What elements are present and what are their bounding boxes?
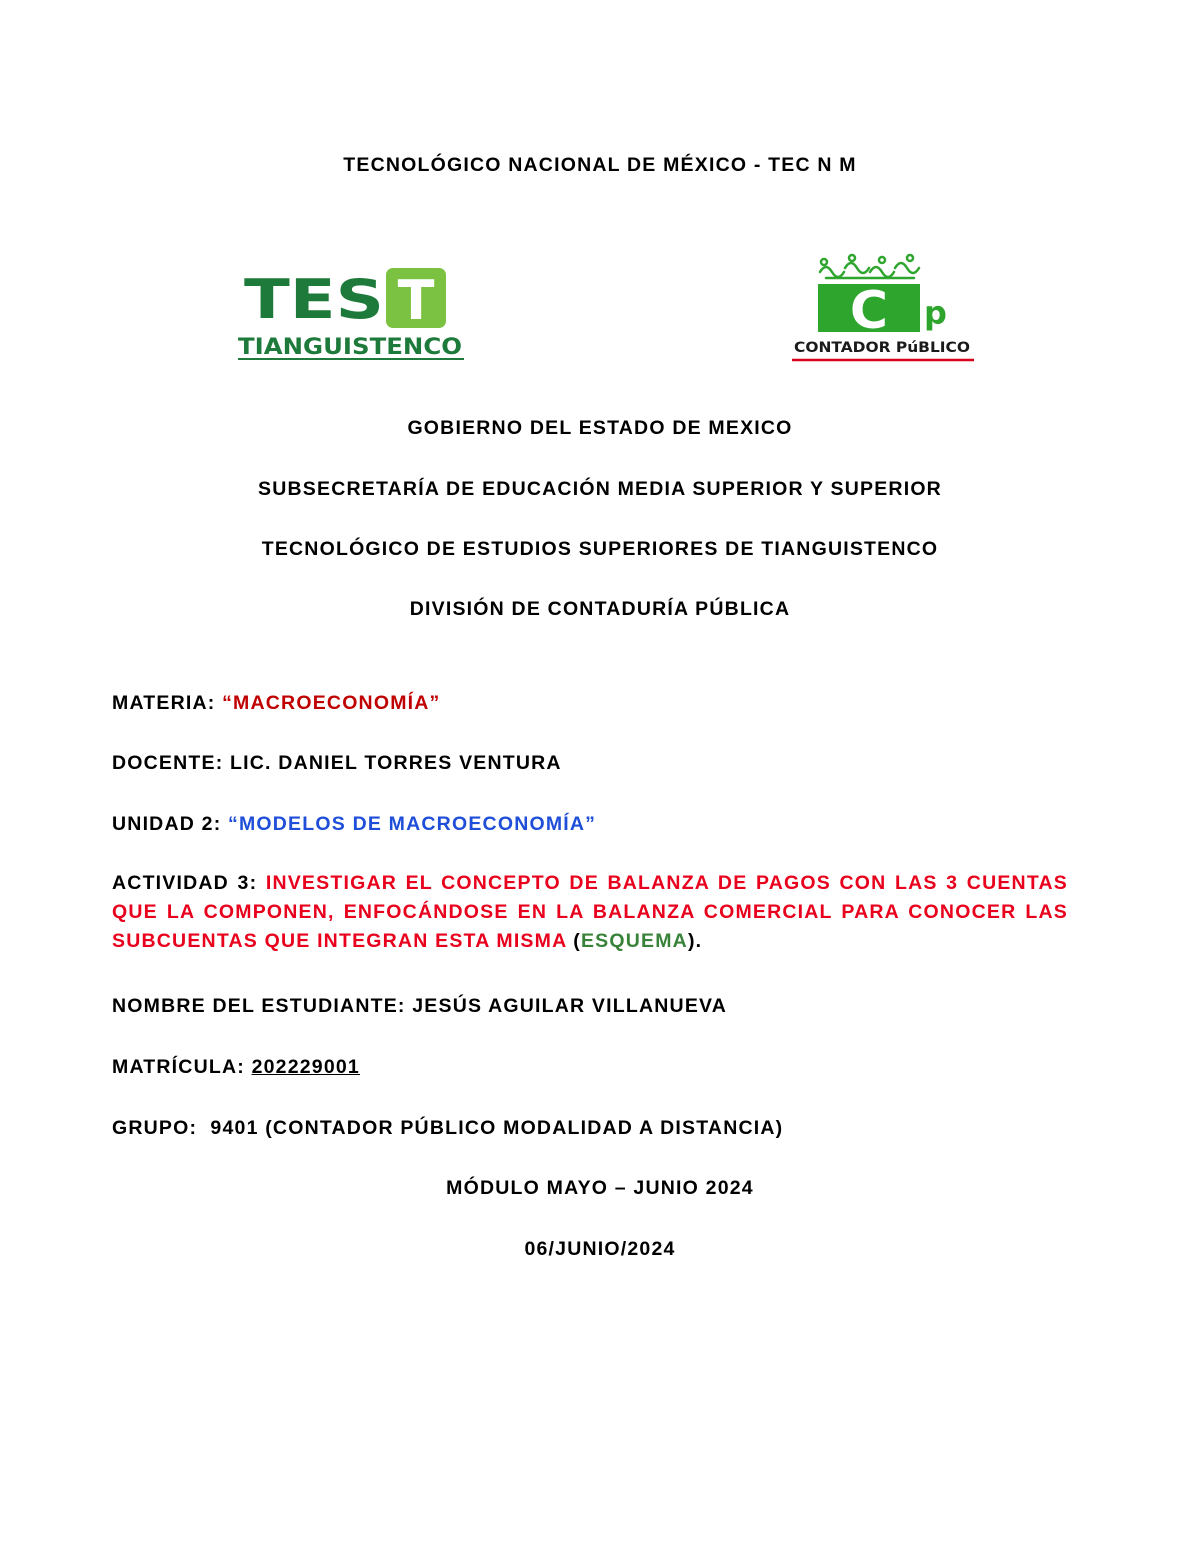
materia-label: MATERIA: (112, 692, 223, 714)
unidad-value: “MODELOS DE MACROECONOMÍA” (228, 813, 597, 835)
unidad-label: UNIDAD 2: (112, 813, 229, 835)
fecha-line: 06/JUNIO/2024 (524, 1238, 676, 1260)
institution-line-4: DIVISIÓN DE CONTADURÍA PÚBLICA (409, 598, 791, 620)
institution-line-2: SUBSECRETARÍA DE EDUCACIÓN MEDIA SUPERIOR Y SUPERIOR (258, 478, 942, 500)
svg-text:C: C (849, 281, 889, 341)
contador-publico-logo (790, 252, 976, 364)
svg-text:TIANGUISTENCO: TIANGUISTENCO (238, 335, 462, 360)
materia-line (112, 692, 441, 715)
unidad-line (112, 813, 596, 836)
docente-line: DOCENTE: LIC. DANIEL TORRES VENTURA (112, 752, 562, 774)
svg-text:CONTADOR PúBLICO: CONTADOR PúBLICO (794, 340, 971, 356)
matricula-value: 202229001 (251, 1056, 360, 1078)
svg-text:TES: TES (244, 268, 384, 331)
actividad-paren-open: ( (573, 930, 581, 952)
actividad-paren-close: ). (687, 930, 703, 952)
grupo-line: GRUPO: 9401 (CONTADOR PÚBLICO MODALIDAD A DISTANCIA) (112, 1117, 784, 1139)
header-title: TECNOLÓGICO NACIONAL DE MÉXICO - TEC N M (343, 154, 857, 176)
institution-line-3: TECNOLÓGICO DE ESTUDIOS SUPERIORES DE TIANGUISTENCO (261, 538, 939, 560)
leaf-icon (820, 255, 919, 278)
materia-value: “MACROECONOMÍA” (222, 692, 441, 714)
tes-tianguistenco-logo (236, 266, 468, 362)
matricula-label: MATRÍCULA: (112, 1056, 252, 1078)
svg-text:T: T (397, 269, 435, 332)
actividad-paragraph (112, 869, 1068, 956)
actividad-label: ACTIVIDAD 3: (112, 872, 266, 894)
actividad-esquema: ESQUEMA (580, 930, 688, 952)
svg-text:p: p (924, 294, 947, 332)
matricula-line (112, 1056, 360, 1079)
estudiante-line: NOMBRE DEL ESTUDIANTE: JESÚS AGUILAR VILLANUEVA (112, 995, 728, 1017)
institution-line-1: GOBIERNO DEL ESTADO DE MEXICO (407, 417, 793, 439)
modulo-line: MÓDULO MAYO – JUNIO 2024 (446, 1177, 754, 1199)
actividad-value: INVESTIGAR EL CONCEPTO DE BALANZA DE PAGOS CON LAS 3 CUENTAS QUE LA COMPONEN, ENFOCÁNDOSE EN LA BALANZA COMERCIAL PARA CONOCER LAS SUBCUENTAS QUE INTEGRAN ESTA MISMA (112, 872, 1068, 952)
